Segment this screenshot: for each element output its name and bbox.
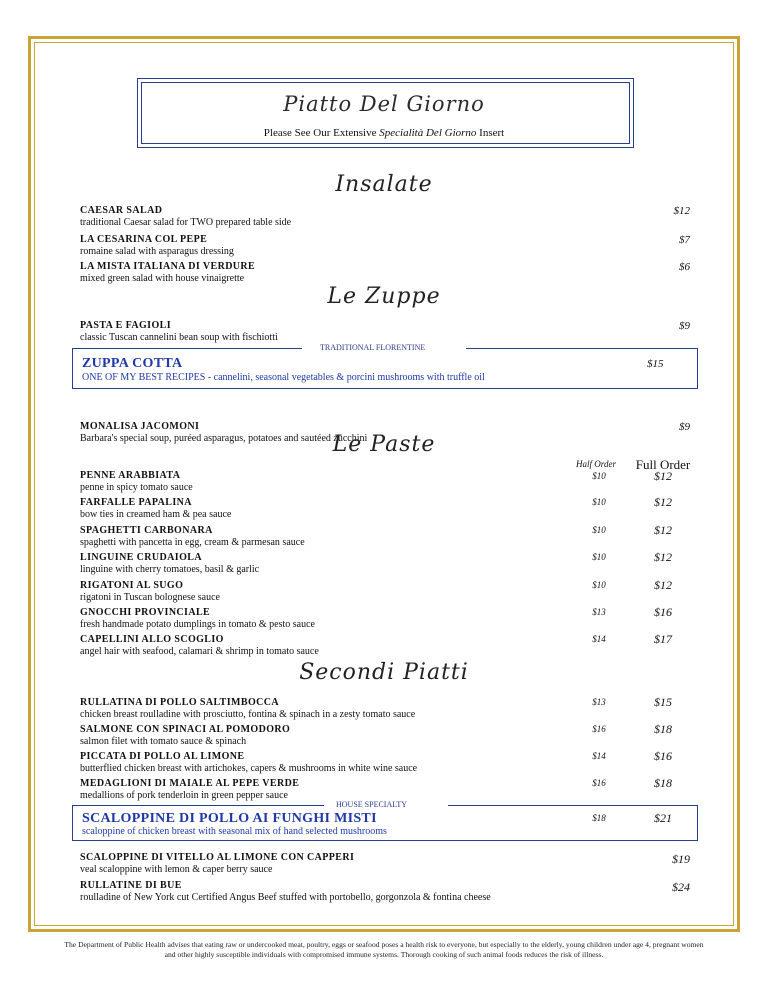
item-desc: veal scaloppine with lemon & caper berry sauce <box>80 864 273 875</box>
half-price: $14 <box>592 751 606 761</box>
item-desc: medallions of pork tenderloin in green pepper sauce <box>80 790 288 801</box>
item-desc: penne in spicy tomato sauce <box>80 482 193 493</box>
menu-item <box>80 234 690 257</box>
item-desc: angel hair with seafood, calamari & shrimp in tomato sauce <box>80 646 319 657</box>
item-name: LA MISTA ITALIANA DI VERDURE <box>80 261 256 272</box>
item-name: MONALISA JACOMONI <box>80 421 200 432</box>
half-price: $10 <box>592 471 606 481</box>
item-desc: spaghetti with pancetta in egg, cream & parmesan sauce <box>80 537 305 548</box>
half-price: $10 <box>592 525 606 535</box>
special-line-right <box>466 348 698 349</box>
full-price: $16 <box>654 749 672 763</box>
item-price: $9 <box>679 421 690 433</box>
half-price: $13 <box>592 697 606 707</box>
item-price: $24 <box>672 880 690 894</box>
half-price: $18 <box>592 813 606 823</box>
item-name: MEDAGLIONI DI MAIALE AL PEPE VERDE <box>80 778 300 789</box>
item-name: SPAGHETTI CARBONARA <box>80 525 213 536</box>
item-name: GNOCCHI PROVINCIALE <box>80 607 211 618</box>
item-desc: linguine with cherry tomatoes, basil & garlic <box>80 564 260 575</box>
special-tag: TRADITIONAL FLORENTINE <box>316 343 429 352</box>
special-desc: ONE OF MY BEST RECIPES - cannelini, seasonal vegetables & porcini mushrooms with truffle oil <box>82 372 485 383</box>
full-order-header: Full Order <box>635 457 691 472</box>
full-price: $18 <box>654 776 672 790</box>
item-price: $19 <box>672 852 690 866</box>
half-price: $10 <box>592 552 606 562</box>
half-price: $10 <box>592 497 606 507</box>
item-name: LA CESARINA COL PEPE <box>80 234 208 245</box>
special-desc: scaloppine of chicken breast with seasonal mix of hand selected mushrooms <box>82 826 387 837</box>
full-price: $12 <box>654 523 672 537</box>
menu-item <box>80 320 690 343</box>
special-name: SCALOPPINE DI POLLO AI FUNGHI MISTI <box>82 811 377 826</box>
item-desc: roulladine of New York cut Certified Angus Beef stuffed with portobello, gorgonzola & fontina cheese <box>80 892 491 903</box>
item-price: $6 <box>679 261 690 273</box>
item-name: PENNE ARABBIATA <box>80 470 181 481</box>
menu-item <box>80 205 690 228</box>
item-name: PASTA E FAGIOLI <box>80 320 172 331</box>
special-line-left <box>72 348 302 349</box>
item-price: $7 <box>679 234 690 246</box>
section-title-insalate: Insalate <box>335 172 433 197</box>
health-disclaimer: The Department of Public Health advises that eating raw or undercooked meat, poultry, eggs or seafood poses a health risk to everyone, but especially to the elderly, young children under age 4, pregnant women and other highly susceptible individuals with compromised immune systems. Thorough cooking of such animal foods reduces the risk of illness. <box>64 940 704 959</box>
special-tag: HOUSE SPECIALTY <box>332 800 411 809</box>
item-name: CAPELLINI ALLO SCOGLIO <box>80 634 224 645</box>
half-order-header: Half Order <box>576 459 616 469</box>
full-price: $16 <box>654 605 672 619</box>
item-desc: salmon filet with tomato sauce & spinach <box>80 736 247 747</box>
subtitle-pre: Please See Our Extensive <box>263 127 377 139</box>
menu-item <box>80 852 690 875</box>
special-line-right <box>448 805 698 806</box>
full-price: $15 <box>654 695 672 709</box>
section-title-paste: Le Paste <box>332 432 436 457</box>
special-price: $15 <box>647 358 664 370</box>
item-desc: rigatoni in Tuscan bolognese sauce <box>80 592 220 603</box>
full-price: $18 <box>654 722 672 736</box>
item-name: CAESAR SALAD <box>80 205 163 216</box>
item-desc: romaine salad with asparagus dressing <box>80 246 234 257</box>
item-desc: traditional Caesar salad for TWO prepared table side <box>80 217 292 228</box>
item-name: FARFALLE PAPALINA <box>80 497 192 508</box>
full-price: $12 <box>654 578 672 592</box>
page-subtitle <box>0 127 768 139</box>
half-price: $10 <box>592 580 606 590</box>
item-desc: bow ties in creamed ham & pea sauce <box>80 509 232 520</box>
full-price: $12 <box>654 495 672 509</box>
half-price: $16 <box>592 724 606 734</box>
item-name: SCALOPPINE DI VITELLO AL LIMONE CON CAPPERI <box>80 852 355 863</box>
item-desc: Barbara's special soup, puréed asparagus, potatoes and sautéed zucchini <box>80 433 368 444</box>
item-name: RULLATINA DI POLLO SALTIMBOCCA <box>80 697 279 708</box>
menu-item <box>80 261 690 284</box>
item-desc: butterflied chicken breast with artichokes, capers & mushrooms in white wine sauce <box>80 763 418 774</box>
item-name: RULLATINE DI BUE <box>80 880 182 891</box>
item-desc: fresh handmade potato dumplings in tomato & pesto sauce <box>80 619 315 630</box>
item-name: PICCATA DI POLLO AL LIMONE <box>80 751 245 762</box>
subtitle-italic: Specialità Del Giorno <box>379 127 477 139</box>
item-name: LINGUINE CRUDAIOLA <box>80 552 202 563</box>
section-title-secondi: Secondi Piatti <box>299 660 469 685</box>
item-name: SALMONE CON SPINACI AL POMODORO <box>80 724 291 735</box>
section-title-zuppe: Le Zuppe <box>327 284 441 309</box>
item-desc: chicken breast roulladine with prosciutto, fontina & spinach in a zesty tomato sauce <box>80 709 416 720</box>
subtitle-post: Insert <box>479 127 505 139</box>
menu-item <box>80 880 690 903</box>
special-line-left <box>72 805 324 806</box>
full-price: $21 <box>654 811 672 825</box>
full-price: $12 <box>654 469 672 483</box>
half-price: $13 <box>592 607 606 617</box>
item-desc: classic Tuscan cannelini bean soup with fischiotti <box>80 332 278 343</box>
full-price: $12 <box>654 550 672 564</box>
item-price: $9 <box>679 320 690 332</box>
special-name: ZUPPA COTTA <box>82 356 183 371</box>
half-price: $14 <box>592 634 606 644</box>
item-desc: mixed green salad with house vinaigrette <box>80 273 245 284</box>
item-name: RIGATONI AL SUGO <box>80 580 184 591</box>
half-price: $16 <box>592 778 606 788</box>
page-title: Piatto Del Giorno <box>283 92 485 116</box>
item-price: $12 <box>673 205 690 217</box>
full-price: $17 <box>654 632 672 646</box>
